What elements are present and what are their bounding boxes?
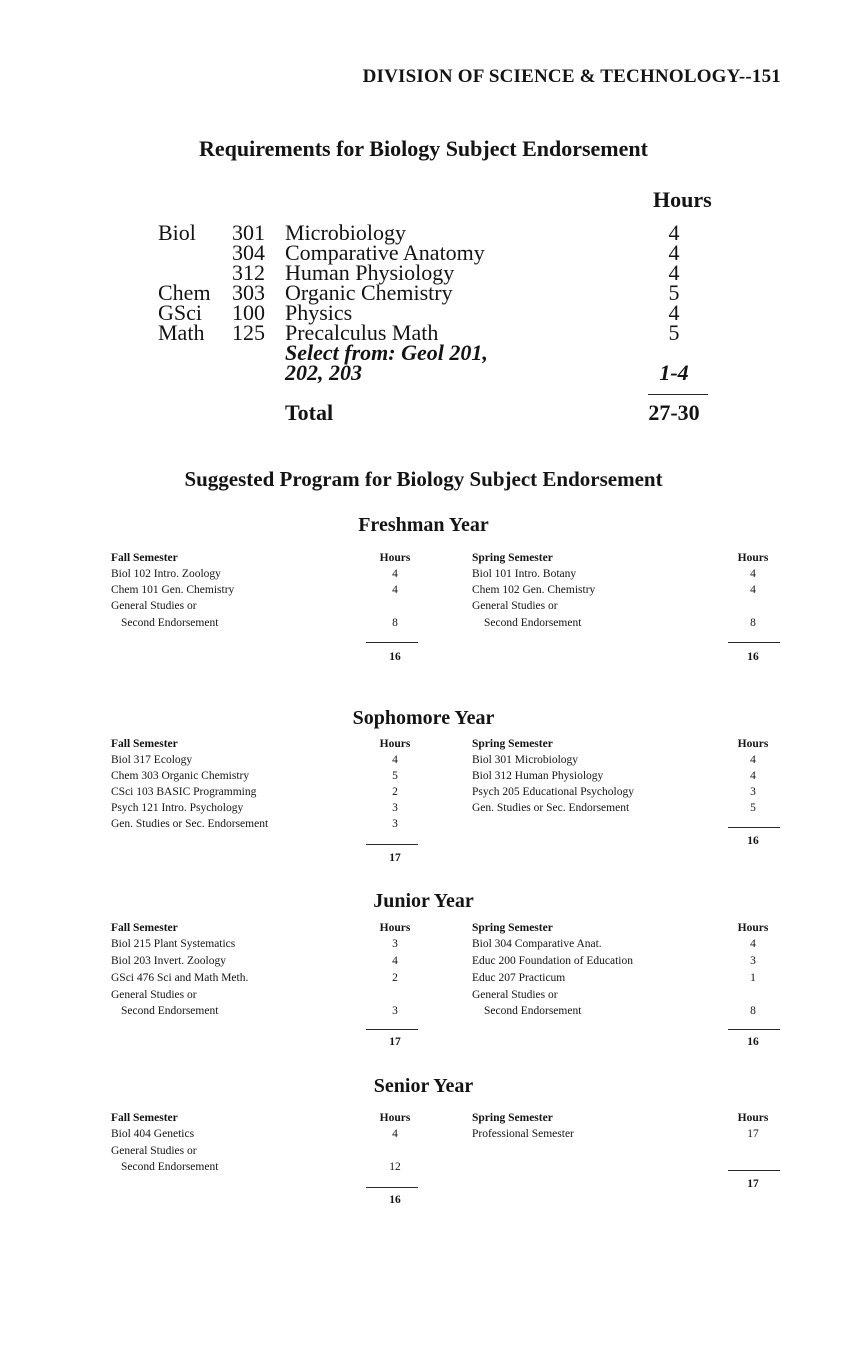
- spring-course: Gen. Studies or Sec. Endorsement: [472, 802, 630, 814]
- course-hours: 4: [668, 220, 680, 245]
- course-title: Precalculus Math: [285, 320, 439, 345]
- spring-course-hours: 17: [747, 1128, 759, 1140]
- spring-course: Second Endorsement: [484, 1005, 582, 1017]
- fall-course: Gen. Studies or Sec. Endorsement: [111, 818, 269, 830]
- program-title: Suggested Program for Biology Subject Endorsement: [184, 467, 663, 491]
- course-number: 304: [232, 240, 265, 265]
- spring-hours-header: Hours: [737, 922, 769, 934]
- fall-course-hours: 4: [392, 568, 398, 580]
- spring-course: Educ 200 Foundation of Education: [472, 955, 633, 967]
- course-hours: 4: [668, 300, 680, 325]
- course-title: Physics: [285, 300, 353, 325]
- spring-course: Psych 205 Educational Psychology: [472, 786, 634, 798]
- total-rule: [648, 394, 708, 395]
- fall-course-hours: 12: [389, 1161, 401, 1173]
- spring-course-hours: 4: [750, 754, 756, 766]
- spring-semester-header: Spring Semester: [472, 922, 553, 934]
- fall-course-hours: 5: [392, 770, 398, 782]
- spring-total-rule: [728, 827, 780, 828]
- fall-hours-header: Hours: [379, 738, 411, 750]
- total-hours: 27-30: [648, 400, 700, 425]
- spring-total-hours: 16: [747, 651, 759, 663]
- subject: GSci: [158, 300, 202, 325]
- year-heading-senior: Senior Year: [373, 1075, 474, 1097]
- year-heading-sophomore: Sophomore Year: [352, 707, 495, 729]
- spring-total-hours: 16: [747, 835, 759, 847]
- fall-course: Biol 404 Genetics: [111, 1128, 195, 1140]
- requirements-hours-header: Hours: [653, 187, 712, 212]
- spring-course-hours: 5: [750, 802, 756, 814]
- fall-course: Chem 101 Gen. Chemistry: [111, 584, 235, 596]
- elective-text: 202, 203: [285, 360, 362, 385]
- fall-course: Second Endorsement: [121, 617, 219, 629]
- fall-hours-header: Hours: [379, 1112, 411, 1124]
- spring-course-hours: 4: [750, 770, 756, 782]
- subject: Chem: [158, 280, 211, 305]
- spring-semester-header: Spring Semester: [472, 738, 553, 750]
- fall-course: Psych 121 Intro. Psychology: [111, 802, 244, 814]
- fall-course: Second Endorsement: [121, 1161, 219, 1173]
- spring-course-hours: 4: [750, 568, 756, 580]
- fall-course-hours: 2: [392, 972, 398, 984]
- spring-total-rule: [728, 642, 780, 643]
- requirement-elective-line1: [0, 342, 847, 363]
- spring-semester-header: Spring Semester: [472, 552, 553, 564]
- course-title: Human Physiology: [285, 260, 455, 285]
- fall-total-hours: 16: [389, 651, 401, 663]
- course-number: 303: [232, 280, 265, 305]
- spring-course-hours: 8: [750, 617, 756, 629]
- fall-semester-header: Fall Semester: [111, 1112, 178, 1124]
- spring-course: General Studies or: [472, 600, 558, 612]
- course-hours: 4: [668, 240, 680, 265]
- spring-total-hours: 16: [747, 1036, 759, 1048]
- fall-total-rule: [366, 1029, 418, 1030]
- course-hours: 4: [668, 260, 680, 285]
- total-label: Total: [285, 400, 334, 425]
- year-heading-freshman: Freshman Year: [358, 514, 489, 536]
- fall-course: Chem 303 Organic Chemistry: [111, 770, 250, 782]
- spring-course-hours: 1: [750, 972, 756, 984]
- fall-course-hours: 4: [392, 955, 398, 967]
- fall-total-rule: [366, 844, 418, 845]
- fall-course-hours: 3: [392, 938, 398, 950]
- spring-course: Professional Semester: [472, 1128, 574, 1140]
- course-title: Comparative Anatomy: [285, 240, 485, 265]
- subject: Math: [158, 320, 205, 345]
- year-heading-junior: Junior Year: [373, 890, 474, 912]
- fall-total-hours: 17: [389, 852, 401, 864]
- course-number: 301: [232, 220, 265, 245]
- spring-course: Biol 101 Intro. Botany: [472, 568, 577, 580]
- fall-hours-header: Hours: [379, 552, 411, 564]
- spring-course-hours: 3: [750, 786, 756, 798]
- spring-course: Chem 102 Gen. Chemistry: [472, 584, 596, 596]
- fall-course: Biol 203 Invert. Zoology: [111, 955, 226, 967]
- elective-hours: 1-4: [659, 360, 689, 385]
- fall-course-hours: 2: [392, 786, 398, 798]
- fall-semester-header: Fall Semester: [111, 738, 178, 750]
- spring-total-rule: [728, 1029, 780, 1030]
- requirement-row: [0, 282, 847, 303]
- fall-course-hours: 3: [392, 1005, 398, 1017]
- course-number: 312: [232, 260, 265, 285]
- course-title: Organic Chemistry: [285, 280, 453, 305]
- page-header: DIVISION OF SCIENCE & TECHNOLOGY--151: [362, 66, 781, 87]
- fall-course-hours: 3: [392, 818, 398, 830]
- spring-hours-header: Hours: [737, 1112, 769, 1124]
- spring-course: Biol 312 Human Physiology: [472, 770, 604, 782]
- spring-course: Second Endorsement: [484, 617, 582, 629]
- subject: Biol: [158, 220, 196, 245]
- fall-course: General Studies or: [111, 600, 197, 612]
- course-number: 125: [232, 320, 265, 345]
- fall-total-hours: 17: [389, 1036, 401, 1048]
- spring-course-hours: 4: [750, 584, 756, 596]
- fall-course: Biol 317 Ecology: [111, 754, 193, 766]
- spring-total-hours: 17: [747, 1178, 759, 1190]
- fall-course: Biol 102 Intro. Zoology: [111, 568, 221, 580]
- fall-semester-header: Fall Semester: [111, 922, 178, 934]
- spring-course: Biol 304 Comparative Anat.: [472, 938, 602, 950]
- fall-course: Second Endorsement: [121, 1005, 219, 1017]
- spring-total-rule: [728, 1170, 780, 1171]
- fall-course: GSci 476 Sci and Math Meth.: [111, 972, 249, 984]
- fall-course-hours: 4: [392, 754, 398, 766]
- fall-total-rule: [366, 1187, 418, 1188]
- requirements-total-row: [0, 402, 847, 423]
- fall-course: CSci 103 BASIC Programming: [111, 786, 257, 798]
- spring-course-hours: 4: [750, 938, 756, 950]
- fall-course-hours: 4: [392, 1128, 398, 1140]
- course-hours: 5: [668, 320, 680, 345]
- fall-hours-header: Hours: [379, 922, 411, 934]
- fall-course: General Studies or: [111, 989, 197, 1001]
- spring-course: Biol 301 Microbiology: [472, 754, 579, 766]
- spring-hours-header: Hours: [737, 552, 769, 564]
- course-number: 100: [232, 300, 265, 325]
- spring-course: General Studies or: [472, 989, 558, 1001]
- fall-semester-header: Fall Semester: [111, 552, 178, 564]
- spring-course-hours: 3: [750, 955, 756, 967]
- fall-course: General Studies or: [111, 1145, 197, 1157]
- course-hours: 5: [668, 280, 680, 305]
- spring-course-hours: 8: [750, 1005, 756, 1017]
- fall-course-hours: 3: [392, 802, 398, 814]
- requirement-elective-line2: [0, 362, 847, 383]
- fall-total-rule: [366, 642, 418, 643]
- fall-total-hours: 16: [389, 1194, 401, 1206]
- elective-text: Select from: Geol 201,: [285, 340, 488, 365]
- spring-course: Educ 207 Practicum: [472, 972, 566, 984]
- fall-course-hours: 8: [392, 617, 398, 629]
- spring-semester-header: Spring Semester: [472, 1112, 553, 1124]
- requirements-title: Requirements for Biology Subject Endorsement: [199, 136, 648, 161]
- fall-course: Biol 215 Plant Systematics: [111, 938, 236, 950]
- course-title: Microbiology: [285, 220, 406, 245]
- fall-course-hours: 4: [392, 584, 398, 596]
- spring-hours-header: Hours: [737, 738, 769, 750]
